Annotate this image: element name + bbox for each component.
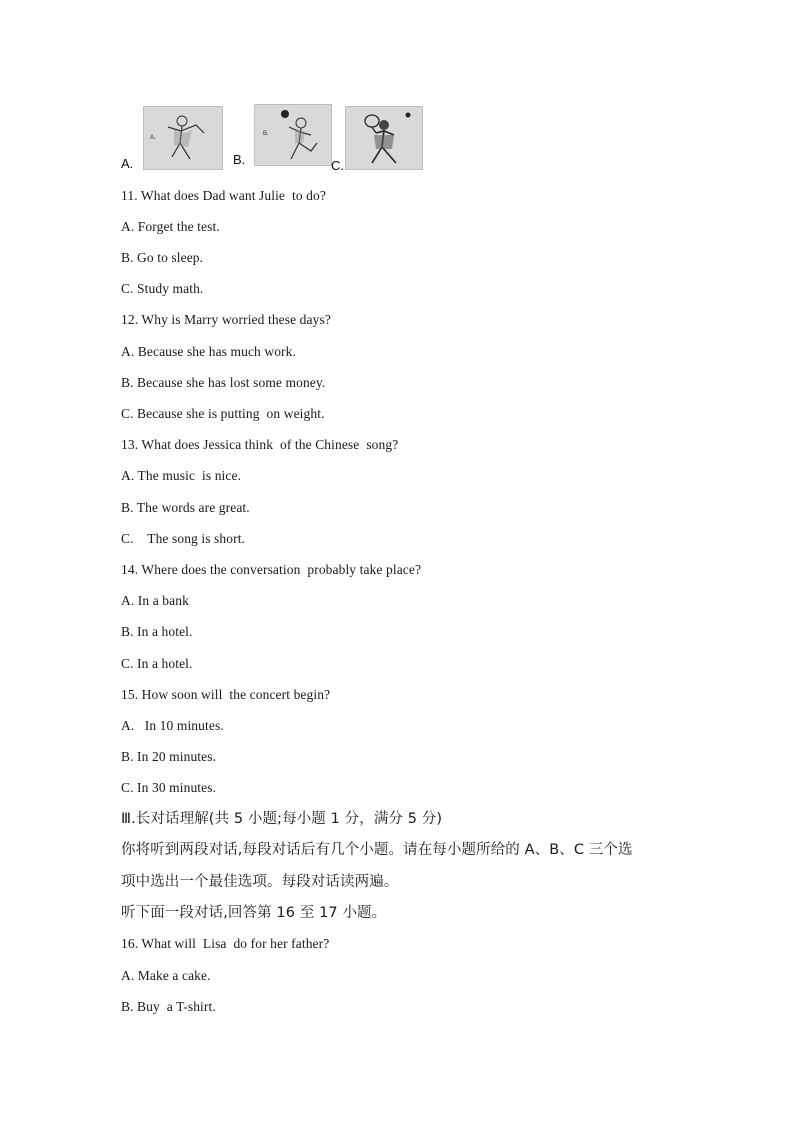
picture-inner-label-b: B. xyxy=(263,131,269,137)
option-13-c: C. The song is short. xyxy=(121,531,246,546)
tennis-player-picture xyxy=(345,106,423,170)
option-12-c: C. Because she is putting on weight. xyxy=(121,406,325,421)
question-14: 14. Where does the conversation probably take place? xyxy=(121,562,422,577)
question-11: 11. What does Dad want Julie to do? xyxy=(121,188,326,203)
question-16: 16. What will Lisa do for her father? xyxy=(121,936,330,951)
option-14-b: B. In a hotel. xyxy=(121,624,193,639)
option-14-a: A. In a bank xyxy=(121,593,189,608)
question-12: 12. Why is Marry worried these days? xyxy=(121,312,331,327)
section-instruction-continued: 项中选出一个最佳选项。每段对话读两遍。 xyxy=(121,874,399,890)
option-13-a: A. The music is nice. xyxy=(121,468,242,483)
option-11-c: C. Study math. xyxy=(121,281,204,296)
option-12-b: B. Because she has lost some money. xyxy=(121,375,326,390)
option-14-c: C. In a hotel. xyxy=(121,656,193,671)
baseball-pitcher-picture xyxy=(143,106,223,170)
option-15-c: C. In 30 minutes. xyxy=(121,780,217,795)
question-15: 15. How soon will the concert begin? xyxy=(121,687,331,702)
picture-inner-label-a: A. xyxy=(150,135,156,141)
option-letter-a: A. xyxy=(121,156,134,171)
option-11-a: A. Forget the test. xyxy=(121,219,220,234)
option-11-b: B. Go to sleep. xyxy=(121,250,204,265)
option-12-a: A. Because she has much work. xyxy=(121,344,296,359)
option-letter-c: C. xyxy=(331,158,344,173)
option-letter-b: B. xyxy=(233,152,246,167)
dialogue-instruction: 听下面一段对话,回答第 16 至 17 小题。 xyxy=(121,905,387,921)
section-instruction: 你将听到两段对话,每段对话后有几个小题。请在每小题所给的 A、B、C 三个选 xyxy=(121,842,633,858)
soccer-player-picture xyxy=(254,104,332,166)
option-16-a: A. Make a cake. xyxy=(121,968,211,983)
section-heading: Ⅲ.长对话理解(共 5 小题;每小题 1 分，满分 5 分) xyxy=(121,811,443,827)
option-15-b: B. In 20 minutes. xyxy=(121,749,217,764)
option-13-b: B. The words are great. xyxy=(121,500,250,515)
option-15-a: A. In 10 minutes. xyxy=(121,718,224,733)
picture-options xyxy=(121,104,441,174)
question-13: 13. What does Jessica think of the Chinese song? xyxy=(121,437,399,452)
option-16-b: B. Buy a T-shirt. xyxy=(121,999,216,1014)
